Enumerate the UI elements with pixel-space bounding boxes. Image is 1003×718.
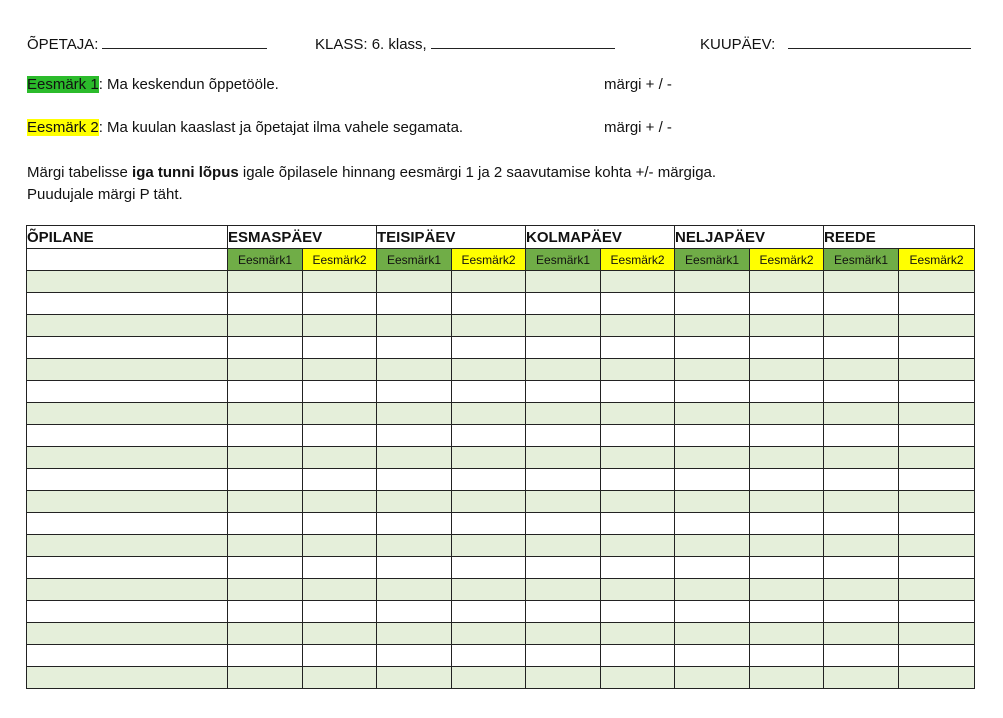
sub-header-goal1: Eesmärk1: [377, 249, 452, 271]
student-name-cell[interactable]: [27, 293, 228, 315]
grade-cell[interactable]: [452, 557, 526, 579]
grade-cell[interactable]: [303, 359, 377, 381]
grade-cell[interactable]: [303, 601, 377, 623]
class-field: [315, 34, 615, 53]
grade-cell[interactable]: [675, 623, 750, 645]
table-row: [27, 293, 975, 315]
table-row: [27, 337, 975, 359]
grade-cell[interactable]: [452, 381, 526, 403]
grade-cell[interactable]: [750, 359, 824, 381]
grade-cell[interactable]: [526, 535, 601, 557]
grade-cell[interactable]: [899, 579, 975, 601]
instructions-line-1: [27, 162, 716, 184]
grade-cell[interactable]: [452, 403, 526, 425]
grade-cell[interactable]: [601, 579, 675, 601]
grade-cell[interactable]: [824, 491, 899, 513]
grade-cell[interactable]: [228, 645, 303, 667]
table-row: [27, 557, 975, 579]
teacher-label: ÕPETAJA:: [27, 36, 99, 53]
goal-1-tag: Eesmärk 1: [27, 76, 99, 93]
grade-cell[interactable]: [303, 469, 377, 491]
grade-cell[interactable]: [675, 315, 750, 337]
grade-cell[interactable]: [601, 557, 675, 579]
grade-cell[interactable]: [899, 623, 975, 645]
grade-cell[interactable]: [303, 645, 377, 667]
grade-cell[interactable]: [228, 667, 303, 689]
grade-cell[interactable]: [675, 557, 750, 579]
grade-cell[interactable]: [675, 469, 750, 491]
student-name-cell[interactable]: [27, 359, 228, 381]
grade-cell[interactable]: [303, 579, 377, 601]
day-header-monday: ESMASPÄEV: [228, 226, 377, 249]
grade-cell[interactable]: [675, 667, 750, 689]
date-label: KUUPÄEV:: [700, 36, 776, 53]
grade-cell[interactable]: [750, 535, 824, 557]
grade-cell[interactable]: [377, 359, 452, 381]
class-blank-line[interactable]: [431, 34, 615, 49]
grade-cell[interactable]: [601, 645, 675, 667]
student-name-cell[interactable]: [27, 469, 228, 491]
grade-cell[interactable]: [750, 645, 824, 667]
grade-cell[interactable]: [377, 667, 452, 689]
grade-cell[interactable]: [824, 425, 899, 447]
grade-cell[interactable]: [824, 403, 899, 425]
grade-cell[interactable]: [526, 491, 601, 513]
grade-cell[interactable]: [377, 491, 452, 513]
grade-cell[interactable]: [824, 359, 899, 381]
grade-cell[interactable]: [750, 425, 824, 447]
student-rows: [27, 271, 975, 689]
grade-cell[interactable]: [228, 535, 303, 557]
grade-cell[interactable]: [601, 403, 675, 425]
grade-cell[interactable]: [899, 557, 975, 579]
grade-cell[interactable]: [899, 425, 975, 447]
grade-cell[interactable]: [452, 447, 526, 469]
grade-cell[interactable]: [601, 491, 675, 513]
table-row: [27, 623, 975, 645]
grade-cell[interactable]: [675, 381, 750, 403]
grade-cell[interactable]: [526, 601, 601, 623]
grade-cell[interactable]: [228, 557, 303, 579]
grade-cell[interactable]: [526, 513, 601, 535]
grade-cell[interactable]: [377, 601, 452, 623]
grade-cell[interactable]: [526, 623, 601, 645]
table-row: [27, 513, 975, 535]
grade-cell[interactable]: [824, 557, 899, 579]
grade-cell[interactable]: [601, 315, 675, 337]
grade-cell[interactable]: [452, 315, 526, 337]
grade-cell[interactable]: [526, 293, 601, 315]
assessment-table: [26, 225, 975, 689]
grade-cell[interactable]: [824, 579, 899, 601]
grade-cell[interactable]: [526, 425, 601, 447]
grade-cell[interactable]: [526, 557, 601, 579]
grade-cell[interactable]: [526, 579, 601, 601]
grade-cell[interactable]: [228, 315, 303, 337]
grade-cell[interactable]: [526, 271, 601, 293]
grade-cell[interactable]: [228, 337, 303, 359]
grade-cell[interactable]: [228, 381, 303, 403]
grade-cell[interactable]: [526, 469, 601, 491]
grade-cell[interactable]: [526, 359, 601, 381]
grade-cell[interactable]: [452, 513, 526, 535]
class-label: KLASS: 6. klass,: [315, 36, 427, 53]
grade-cell[interactable]: [452, 601, 526, 623]
grade-cell[interactable]: [675, 447, 750, 469]
student-header: ÕPILANE: [27, 226, 228, 249]
instructions-line-2: Puudujale märgi P täht.: [27, 186, 183, 203]
day-header-tuesday: TEISIPÄEV: [377, 226, 526, 249]
student-name-cell[interactable]: [27, 601, 228, 623]
grade-cell[interactable]: [303, 315, 377, 337]
table-row: [27, 535, 975, 557]
grade-cell[interactable]: [452, 359, 526, 381]
grade-cell[interactable]: [377, 337, 452, 359]
grade-cell[interactable]: [303, 667, 377, 689]
instructions: [27, 162, 716, 206]
day-header-wednesday: KOLMAPÄEV: [526, 226, 675, 249]
grade-cell[interactable]: [824, 535, 899, 557]
table-row: [27, 315, 975, 337]
grade-cell[interactable]: [601, 381, 675, 403]
student-subheader-blank: [27, 249, 228, 271]
grade-cell[interactable]: [303, 623, 377, 645]
grade-cell[interactable]: [750, 447, 824, 469]
student-name-cell[interactable]: [27, 557, 228, 579]
grade-cell[interactable]: [899, 271, 975, 293]
student-name-cell[interactable]: [27, 645, 228, 667]
grade-cell[interactable]: [675, 337, 750, 359]
grade-cell[interactable]: [452, 293, 526, 315]
grade-cell[interactable]: [750, 271, 824, 293]
grade-cell[interactable]: [303, 293, 377, 315]
grade-cell[interactable]: [452, 645, 526, 667]
grade-cell[interactable]: [228, 601, 303, 623]
date-field: [700, 34, 971, 53]
grade-cell[interactable]: [526, 667, 601, 689]
grade-cell[interactable]: [377, 447, 452, 469]
grade-cell[interactable]: [452, 491, 526, 513]
teacher-field: [27, 34, 267, 53]
sub-header-goal2: Eesmärk2: [303, 249, 377, 271]
grade-cell[interactable]: [675, 359, 750, 381]
grade-cell[interactable]: [377, 315, 452, 337]
grade-cell[interactable]: [452, 469, 526, 491]
table-row: [27, 579, 975, 601]
grade-cell[interactable]: [750, 579, 824, 601]
grade-cell[interactable]: [601, 513, 675, 535]
grade-cell[interactable]: [750, 623, 824, 645]
grade-cell[interactable]: [601, 623, 675, 645]
goal-1-mark-hint: märgi + / -: [604, 76, 672, 93]
grade-cell[interactable]: [303, 513, 377, 535]
student-name-cell[interactable]: [27, 271, 228, 293]
grade-cell[interactable]: [675, 425, 750, 447]
grade-cell[interactable]: [377, 513, 452, 535]
grade-cell[interactable]: [303, 557, 377, 579]
grade-cell[interactable]: [452, 425, 526, 447]
grade-cell[interactable]: [750, 337, 824, 359]
table-row: [27, 491, 975, 513]
grade-cell[interactable]: [750, 601, 824, 623]
grade-cell[interactable]: [228, 425, 303, 447]
grade-cell[interactable]: [228, 579, 303, 601]
grade-cell[interactable]: [675, 513, 750, 535]
sub-header-goal2: Eesmärk2: [899, 249, 975, 271]
grade-cell[interactable]: [750, 403, 824, 425]
grade-cell[interactable]: [452, 667, 526, 689]
grade-cell[interactable]: [750, 557, 824, 579]
grade-cell[interactable]: [824, 469, 899, 491]
sub-header-goal1: Eesmärk1: [675, 249, 750, 271]
grade-cell[interactable]: [228, 271, 303, 293]
student-name-cell[interactable]: [27, 425, 228, 447]
grade-cell[interactable]: [675, 271, 750, 293]
grade-cell[interactable]: [899, 645, 975, 667]
grade-cell[interactable]: [303, 447, 377, 469]
grade-cell[interactable]: [452, 337, 526, 359]
goal-1-text: : Ma keskendun õppetööle.: [98, 76, 279, 93]
table-row: [27, 645, 975, 667]
grade-cell[interactable]: [452, 535, 526, 557]
day-header-thursday: NELJAPÄEV: [675, 226, 824, 249]
grade-cell[interactable]: [228, 491, 303, 513]
grade-cell[interactable]: [601, 601, 675, 623]
grade-cell[interactable]: [675, 491, 750, 513]
grade-cell[interactable]: [824, 337, 899, 359]
grade-cell[interactable]: [824, 623, 899, 645]
grade-cell[interactable]: [228, 447, 303, 469]
grade-cell[interactable]: [526, 645, 601, 667]
grade-cell[interactable]: [601, 447, 675, 469]
grade-cell[interactable]: [899, 315, 975, 337]
grade-cell[interactable]: [824, 645, 899, 667]
grade-cell[interactable]: [526, 403, 601, 425]
grade-cell[interactable]: [377, 381, 452, 403]
goal-2-tag: Eesmärk 2: [27, 119, 99, 136]
grade-cell[interactable]: [303, 403, 377, 425]
grade-cell[interactable]: [526, 315, 601, 337]
grade-cell[interactable]: [601, 271, 675, 293]
grade-cell[interactable]: [824, 667, 899, 689]
student-name-cell[interactable]: [27, 667, 228, 689]
grade-cell[interactable]: [601, 425, 675, 447]
student-name-cell[interactable]: [27, 491, 228, 513]
student-name-cell[interactable]: [27, 579, 228, 601]
goal-1: [27, 76, 279, 93]
grade-cell[interactable]: [675, 645, 750, 667]
teacher-blank-line[interactable]: [102, 34, 267, 49]
grade-cell[interactable]: [228, 623, 303, 645]
grade-cell[interactable]: [899, 601, 975, 623]
grade-cell[interactable]: [526, 447, 601, 469]
grade-cell[interactable]: [601, 667, 675, 689]
grade-cell[interactable]: [377, 403, 452, 425]
student-name-cell[interactable]: [27, 403, 228, 425]
grade-cell[interactable]: [750, 469, 824, 491]
grade-cell[interactable]: [601, 359, 675, 381]
grade-cell[interactable]: [899, 403, 975, 425]
student-name-cell[interactable]: [27, 623, 228, 645]
grade-cell[interactable]: [303, 535, 377, 557]
instructions-bold: iga tunni lõpus: [132, 164, 239, 181]
grade-cell[interactable]: [601, 293, 675, 315]
grade-cell[interactable]: [377, 535, 452, 557]
student-name-cell[interactable]: [27, 447, 228, 469]
table-row: [27, 271, 975, 293]
table-row: [27, 403, 975, 425]
grade-cell[interactable]: [303, 271, 377, 293]
student-name-cell[interactable]: [27, 535, 228, 557]
sub-header-goal2: Eesmärk2: [601, 249, 675, 271]
grade-cell[interactable]: [303, 491, 377, 513]
grade-cell[interactable]: [526, 381, 601, 403]
student-name-cell[interactable]: [27, 337, 228, 359]
grade-cell[interactable]: [899, 491, 975, 513]
date-blank-line[interactable]: [788, 34, 971, 49]
grade-cell[interactable]: [303, 381, 377, 403]
grade-cell[interactable]: [824, 315, 899, 337]
grade-cell[interactable]: [452, 271, 526, 293]
grade-cell[interactable]: [824, 447, 899, 469]
sub-header-goal1: Eesmärk1: [526, 249, 601, 271]
grade-cell[interactable]: [824, 601, 899, 623]
grade-cell[interactable]: [601, 469, 675, 491]
grade-cell[interactable]: [228, 293, 303, 315]
grade-cell[interactable]: [228, 469, 303, 491]
table-row: [27, 359, 975, 381]
grade-cell[interactable]: [228, 359, 303, 381]
grade-cell[interactable]: [750, 381, 824, 403]
table-row: [27, 447, 975, 469]
grade-cell[interactable]: [824, 381, 899, 403]
grade-cell[interactable]: [303, 425, 377, 447]
grade-cell[interactable]: [675, 535, 750, 557]
table-row: [27, 469, 975, 491]
table-row: [27, 667, 975, 689]
student-name-cell[interactable]: [27, 513, 228, 535]
grade-cell[interactable]: [377, 469, 452, 491]
table-row: [27, 381, 975, 403]
grade-cell[interactable]: [675, 293, 750, 315]
instructions-text-b: igale õpilasele hinnang eesmärgi 1 ja 2 saavutamise kohta +/- märgiga.: [238, 164, 717, 181]
grade-cell[interactable]: [526, 337, 601, 359]
grade-cell[interactable]: [750, 667, 824, 689]
student-name-cell[interactable]: [27, 381, 228, 403]
day-header-friday: REEDE: [824, 226, 975, 249]
grade-cell[interactable]: [377, 557, 452, 579]
grade-cell[interactable]: [750, 315, 824, 337]
grade-cell[interactable]: [303, 337, 377, 359]
student-name-cell[interactable]: [27, 315, 228, 337]
grade-cell[interactable]: [377, 579, 452, 601]
grade-cell[interactable]: [675, 579, 750, 601]
grade-cell[interactable]: [899, 447, 975, 469]
grade-cell[interactable]: [675, 403, 750, 425]
instructions-text-a: Märgi tabelisse: [27, 164, 133, 181]
goal-2-text: : Ma kuulan kaaslast ja õpetajat ilma vahele segamata.: [98, 119, 464, 136]
grade-cell[interactable]: [750, 491, 824, 513]
grade-cell[interactable]: [899, 381, 975, 403]
grade-cell[interactable]: [377, 425, 452, 447]
grade-cell[interactable]: [899, 293, 975, 315]
grade-cell[interactable]: [377, 293, 452, 315]
grade-cell[interactable]: [899, 667, 975, 689]
sub-header-goal2: Eesmärk2: [452, 249, 526, 271]
grade-cell[interactable]: [377, 645, 452, 667]
grade-cell[interactable]: [899, 535, 975, 557]
grade-cell[interactable]: [824, 271, 899, 293]
grade-cell[interactable]: [899, 469, 975, 491]
goal-2: [27, 119, 463, 136]
grade-cell[interactable]: [750, 513, 824, 535]
grade-cell[interactable]: [675, 601, 750, 623]
table-row: [27, 601, 975, 623]
grade-cell[interactable]: [601, 337, 675, 359]
grade-cell[interactable]: [601, 535, 675, 557]
grade-cell[interactable]: [228, 403, 303, 425]
table-row: [27, 425, 975, 447]
goal-2-mark-hint: märgi + / -: [604, 119, 672, 136]
grade-cell[interactable]: [899, 359, 975, 381]
grade-cell[interactable]: [824, 513, 899, 535]
grade-cell[interactable]: [228, 513, 303, 535]
grade-cell[interactable]: [452, 579, 526, 601]
grade-cell[interactable]: [824, 293, 899, 315]
grade-cell[interactable]: [750, 293, 824, 315]
sub-header-goal2: Eesmärk2: [750, 249, 824, 271]
grade-cell[interactable]: [377, 623, 452, 645]
grade-cell[interactable]: [899, 337, 975, 359]
grade-cell[interactable]: [452, 623, 526, 645]
grade-cell[interactable]: [899, 513, 975, 535]
grade-cell[interactable]: [377, 271, 452, 293]
sub-header-goal1: Eesmärk1: [824, 249, 899, 271]
sub-header-goal1: Eesmärk1: [228, 249, 303, 271]
